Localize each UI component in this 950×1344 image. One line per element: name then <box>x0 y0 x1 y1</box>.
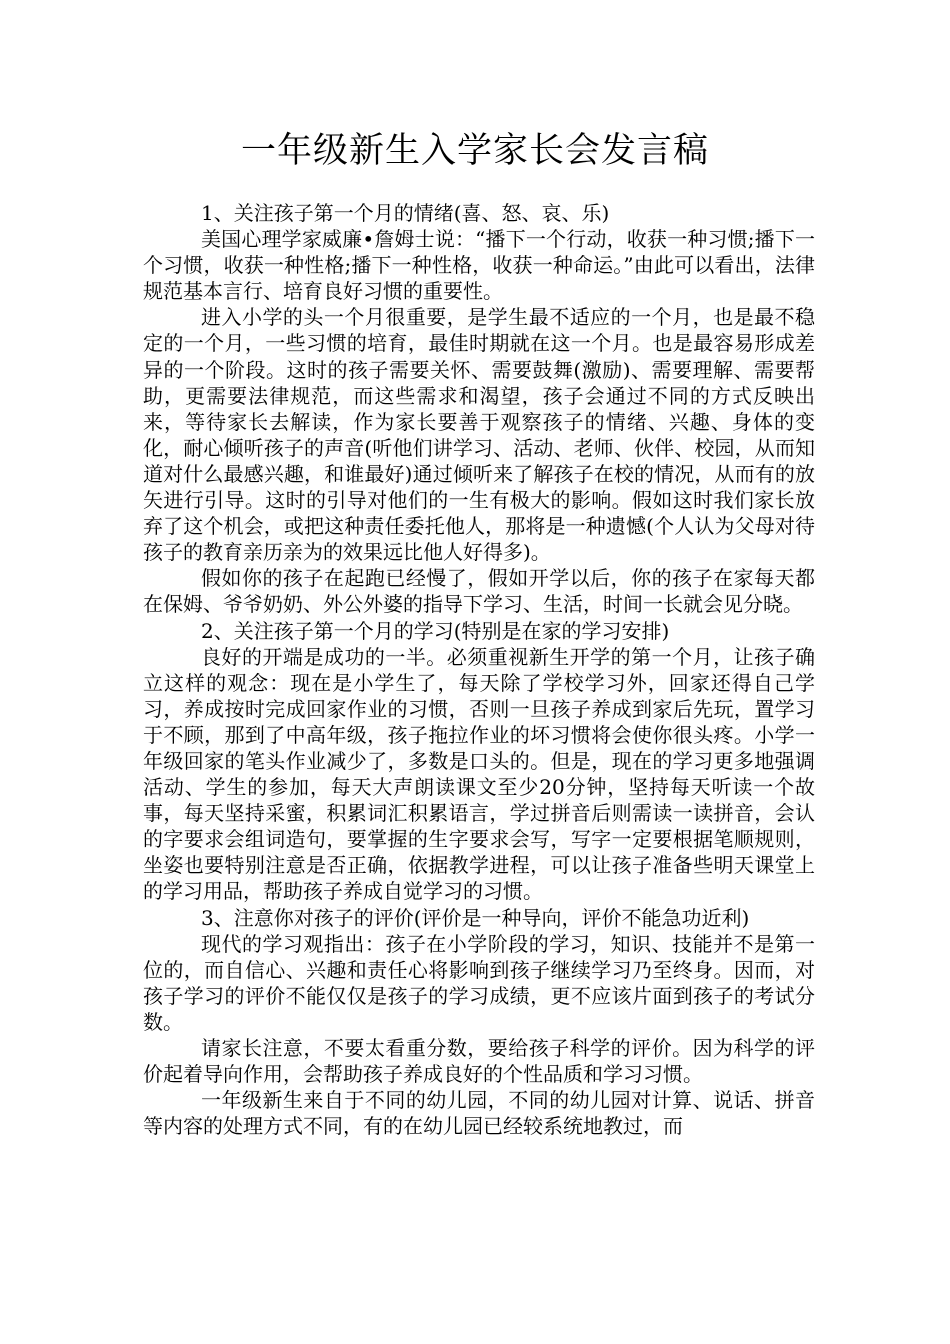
section-heading-3: 3、注意你对孩子的评价(评价是一种导向，评价不能急功近利) <box>201 905 750 930</box>
paragraph: 进入小学的头一个月很重要，是学生最不适应的一个月，也是最不稳定的一个月，一些习惯的培育，最佳时期就在这一个月。也是最容易形成差异的一个阶段。这时的孩子需要关怀、需要鼓舞(激励)、需要理解、需要帮助，更需要法律规范，而这些需求和渴望，孩子会通过不同的方式反映出来，等待家长去解读，作为家长要善于观察孩子的情绪、兴趣、身体的变化，耐心倾听孩子的声音(听他们讲学习、活动、老师、伙伴、校园，从而知道对什么最感兴趣，和谁最好)通过倾听来了解孩子在校的情况，从而有的放矢进行引导。这时的引导对他们的一生有极大的影响。假如这时我们家长放弃了这个机会，或把这种责任委托他人，那将是一种遗憾(个人认为父母对待孩子的教育亲历亲为的效果远比他人好得多)。 <box>143 305 815 565</box>
document-body <box>143 200 815 1139</box>
paragraph: 请家长注意，不要太看重分数，要给孩子科学的评价。因为科学的评价起着导向作用，会帮助孩子养成良好的个性品质和学习习惯。 <box>143 1036 815 1087</box>
document-title: 一年级新生入学家长会发言稿 <box>240 131 709 171</box>
section-heading-1: 1、关注孩子第一个月的情绪(喜、怒、哀、乐) <box>201 201 610 225</box>
section-heading-2: 2、关注孩子第一个月的学习(特别是在家的学习安排) <box>201 618 670 643</box>
paragraph: 一年级新生来自于不同的幼儿园，不同的幼儿园对计算、说话、拼音等内容的处理方式不同，有的在幼儿园已经较系统地教过，而 <box>143 1088 815 1139</box>
paragraph: 现代的学习观指出：孩子在小学阶段的学习，知识、技能并不是第一位的，而自信心、兴趣和责任心将影响到孩子继续学习乃至终身。因而，对孩子学习的评价不能仅仅是孩子的学习成绩，更不应该片面到孩子的考试分数。 <box>143 931 815 1034</box>
paragraph: 假如你的孩子在起跑已经慢了，假如开学以后，你的孩子在家每天都在保姆、爷爷奶奶、外公外婆的指导下学习、生活，时间一长就会见分晓。 <box>143 566 815 617</box>
paragraph: 良好的开端是成功的一半。必须重视新生开学的第一个月，让孩子确立这样的观念：现在是小学生了，每天除了学校学习外，回家还得自己学习，养成按时完成回家作业的习惯，否则一旦孩子养成到家后先玩，置学习于不顾，那到了中高年级，孩子拖拉作业的坏习惯将会使你很头疼。小学一年级回家的笔头作业减少了，多数是口头的。但是，现在的学习更多地强调活动、学生的参加，每天大声朗读课文至少20分钟，坚持每天听读一个故事，每天坚持采蜜，积累词汇积累语言，学过拼音后则需读一读拼音，会认的字要求会组词造句，要掌握的生字要求会写，写字一定要根据笔顺规则，坐姿也要特别注意是否正确，依据教学进程，可以让孩子准备些明天课堂上的学习用品，帮助孩子养成自觉学习的习惯。 <box>143 644 815 904</box>
paragraph: 美国心理学家威廉•詹姆士说：“播下一个行动，收获一种习惯;播下一个习惯，收获一种性格;播下一种性格，收获一种命运。”由此可以看出，法律规范基本言行、培育良好习惯的重要性。 <box>143 227 815 304</box>
